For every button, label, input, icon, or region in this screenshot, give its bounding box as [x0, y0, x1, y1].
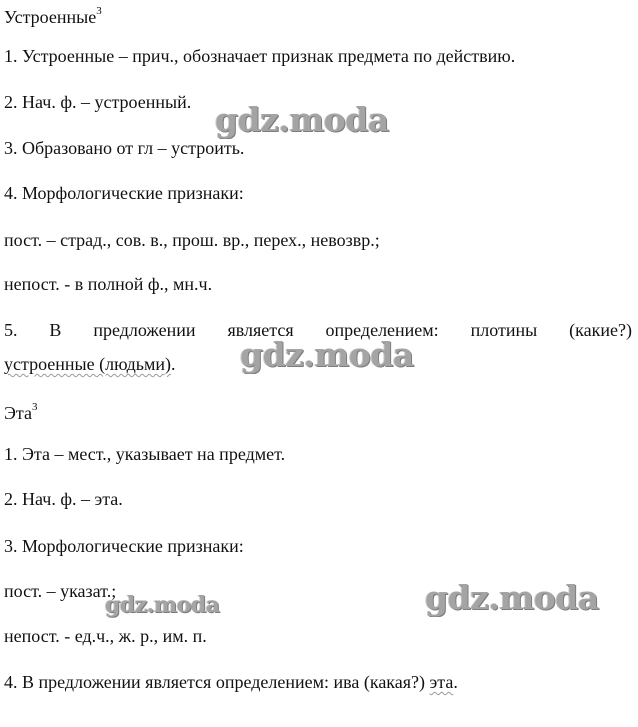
item-2: 2. Нач. ф. – устроенный. [4, 92, 192, 112]
word: В [49, 320, 62, 340]
section-title [4, 2, 632, 28]
word: определением: [325, 320, 439, 340]
title-superscript: 3 [31, 401, 38, 413]
nonconst-features: непост. - ед.ч., ж. р., им. п. [4, 626, 207, 646]
title-superscript: 3 [96, 5, 102, 17]
item-2: 2. Нач. ф. – эта. [4, 489, 123, 509]
word: 5. [4, 320, 18, 340]
item-text: 4. В предложении является определением: ива (какая?) [4, 672, 430, 692]
watermark-logo: gdz.moda [215, 100, 389, 139]
item-4: 4. Морфологические признаки: [4, 183, 244, 203]
watermark-logo: gdz.moda [105, 592, 220, 618]
item-3: 3. Морфологические признаки: [4, 536, 244, 556]
word: предложении [93, 320, 196, 340]
item-3: 3. Образовано от гл – устроить. [4, 138, 245, 158]
const-features: пост. – страд., сов. в., прош. вр., перех., невозвр.; [4, 230, 380, 250]
underlined-phrase: устроенные (людьми) [4, 354, 172, 374]
watermark-logo: gdz.moda [425, 578, 599, 617]
const-features: пост. – указат.; [4, 581, 117, 601]
nonconst-features: непост. - в полной ф., мн.ч. [4, 274, 213, 294]
title-text: Устроенные [4, 7, 97, 27]
watermark-logo: gdz.moda [240, 335, 414, 374]
section-title [4, 398, 632, 424]
item-4 [4, 671, 632, 693]
period: . [453, 672, 458, 692]
word: плотины [470, 320, 538, 340]
item-1: 1. Эта – мест., указывает на предмет. [4, 444, 286, 464]
title-text: Эта [4, 403, 32, 423]
word: является [227, 320, 294, 340]
word: (какие?) [569, 320, 632, 340]
period: . [171, 354, 176, 374]
underlined-word: эта [429, 672, 454, 692]
item-1: 1. Устроенные – прич., обозначает признак предмета по действию. [4, 46, 516, 66]
